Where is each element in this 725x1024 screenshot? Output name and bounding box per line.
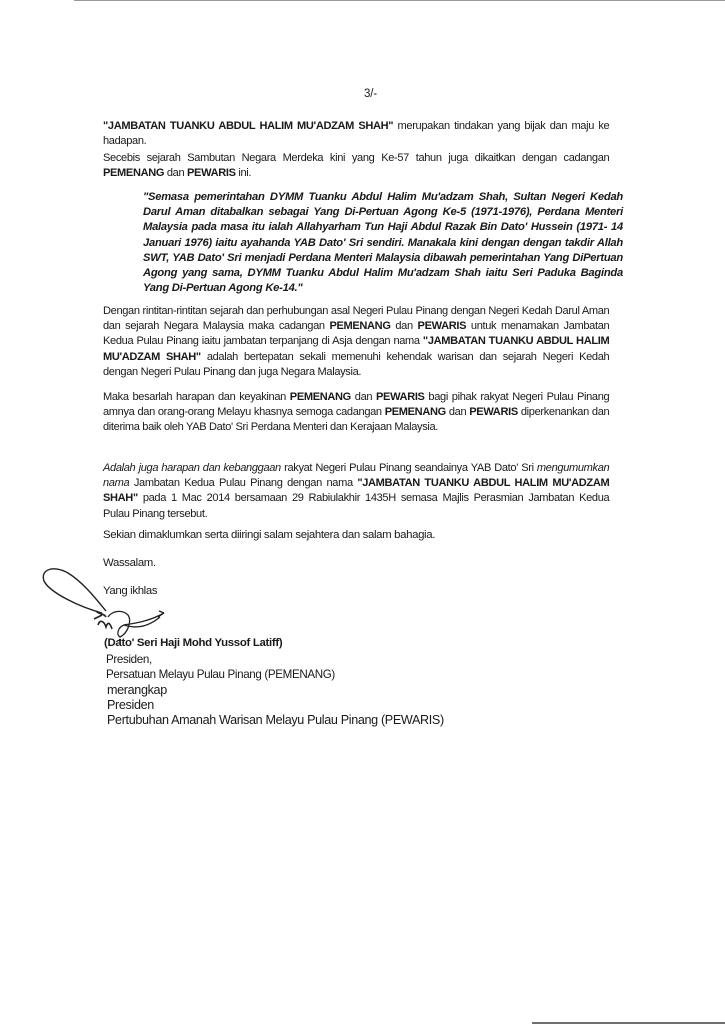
org-pemenang: PEMENANG <box>289 391 351 403</box>
paragraph-text: Secebis sejarah Sambutan Negara Merdeka kini yang Ke-57 tahun juga dikaitkan dengan cadangan <box>103 152 610 164</box>
signatory-organization: Persatuan Melayu Pulau Pinang (PEMENANG) <box>106 668 335 681</box>
org-pewaris: PEWARIS <box>417 320 467 333</box>
org-pewaris: PEWARIS <box>376 391 425 403</box>
italic-text: mengumumkan nama <box>103 462 610 490</box>
paragraph-history-proposal <box>103 304 609 380</box>
paragraph-text: dan <box>390 320 418 333</box>
org-pemenang: PEMENANG <box>329 320 391 333</box>
yang-ikhlas: Yang ikhlas <box>103 585 158 597</box>
org-pemenang: PEMENANG <box>384 406 446 419</box>
paragraph-bridge-name <box>103 119 609 149</box>
wassalam: Wassalam. <box>103 557 156 569</box>
paragraph-hope <box>103 390 609 436</box>
historical-quote: "Semasa pemerintahan DYMM Tuanku Abdul Halim Mu'adzam Shah, Sultan Negeri Kedah Darul Aman ditabalkan sebagai Yang Di-Pertuan Agong Ke-5 (1971-1976), Perdana Menteri Malaysia pada masa itu ialah Allahyarham Tun Haji Abdul Razak Bin Dato' Hussein (1971- 14 Januari 1976) iaitu ayahanda YAB Dato' Sri sendiri. Manakala kini dengan dengan takdir Allah SWT, YAB Dato' Sri menjadi Perdana Menteri Malaysia dibawah pemerintahan Yang DiPertuan Agong yang sama, DYMM Tuanku Abdul Halim Mu'adzam Shah iaitu Seri Paduka Baginda Yang Di-Pertuan Agong Ke-14." <box>143 191 623 295</box>
signatory-organization-second: Pertubuhan Amanah Warisan Melayu Pulau Pinang (PEWARIS) <box>107 713 444 727</box>
org-pewaris: PEWARIS <box>187 167 236 180</box>
paragraph-text: dan <box>164 167 188 180</box>
paragraph-text: ini. <box>235 167 252 180</box>
paragraph-text: bagi pihak rakyat Negeri Pulau Pinang amnya dan orang-orang Melayu khasnya semoga cadangan <box>103 391 610 419</box>
org-pewaris: PEWARIS <box>469 406 518 419</box>
paragraph-text: pada 1 Mac 2014 bersamaan 29 Rabiulakhir 1435H semasa Majlis Perasmian Jambatan Kedua Pulau Pinang tersebut. <box>103 492 610 520</box>
page-number: 3/- <box>364 88 377 100</box>
bridge-name-bold: "JAMBATAN TUANKU ABDUL HALIM MU'ADZAM SHAH" <box>103 335 610 363</box>
italic-text: Adalah juga harapan dan kebanggaan <box>103 462 281 474</box>
paragraph-text: dan <box>350 391 377 403</box>
paragraph-text: adalah bertepatan sekali memenuhi kehendak warisan dan sejarah Negeri Kedah dengan Negeri Pulau Pinang dan juga Negara Malaysia. <box>103 350 610 378</box>
signatory-title: Presiden, <box>106 653 152 666</box>
handwritten-signature <box>40 563 180 648</box>
signatory-concurrently: merangkap <box>107 683 167 697</box>
bridge-name-bold: "JAMBATAN TUANKU ABDUL HALIM MU'ADZAM SHAH" <box>103 120 394 132</box>
signatory-title-second: Presiden <box>107 698 154 712</box>
paragraph-text: Maka besarlah harapan dan keyakinan <box>103 391 290 403</box>
signatory-name: (Dato' Seri Haji Mohd Yussof Latiff) <box>104 637 283 649</box>
closing-remark: Sekian dimaklumkan serta diiringi salam sejahtera dan salam bahagia. <box>103 529 436 541</box>
paragraph-text: dan <box>445 406 470 419</box>
paragraph-merdeka-history <box>103 151 609 181</box>
org-pemenang: PEMENANG <box>103 167 165 180</box>
paragraph-text: Jambatan Kedua Pulau Pinang dengan nama <box>129 477 358 490</box>
paragraph-text: merupakan tindakan yang bijak dan maju ke hadapan. <box>103 120 610 148</box>
paragraph-text: untuk menamakan Jambatan Kedua Pulau Pinang iaitu jambatan terpanjang di Asja dengan nama <box>103 320 610 348</box>
scan-top-edge <box>74 0 725 1</box>
paragraph-text: Dengan rintitan-rintitan sejarah dan perhubungan asal Negeri Pulau Pinang dengan Negeri Kedah Darul Aman dan sejarah Negara Malaysia maka cadangan <box>103 305 610 333</box>
paragraph-text: diperkenankan dan diterima baik oleh YAB Dato' Sri Perdana Menteri dan Kerajaan Malaysia. <box>103 406 610 434</box>
bridge-name-bold: "JAMBATAN TUANKU ABDUL HALIM MU'ADZAM SHAH" <box>103 477 610 505</box>
paragraph-announcement <box>103 461 609 522</box>
paragraph-text: rakyat Negeri Pulau Pinang seandainya YAB Dato' Sri <box>280 462 537 474</box>
